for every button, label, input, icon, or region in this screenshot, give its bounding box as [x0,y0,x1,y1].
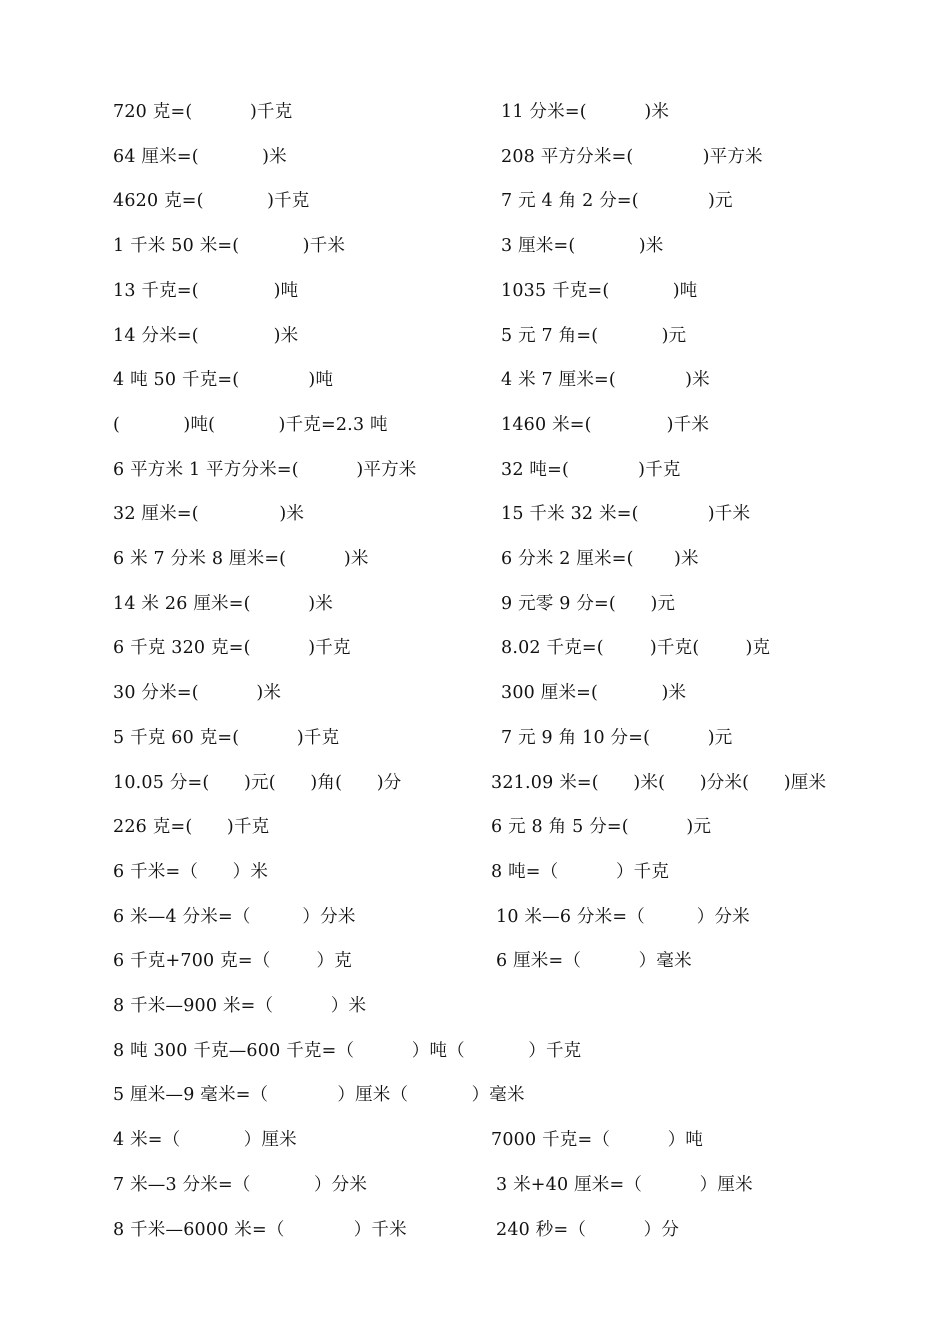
left-problem: 13 千克=( )吨 [113,281,299,301]
right-problem: 5 元 7 角=( )元 [501,326,687,346]
right-problem: 32 吨=( )千克 [501,460,681,480]
left-problem: 14 分米=( )米 [113,326,299,346]
right-problem: 8.02 千克=( )千克( )克 [501,638,771,658]
right-problem: 7000 千克=（ ）吨 [491,1130,704,1150]
right-problem: 6 分米 2 厘米=( )米 [501,549,699,569]
right-problem: 7 元 4 角 2 分=( )元 [501,191,733,211]
left-problem: 6 千克+700 克=（ ）克 [113,951,352,971]
right-problem: 10 米—6 分米=（ ）分米 [496,907,750,927]
right-problem: 9 元零 9 分=( )元 [501,594,676,614]
left-problem: 6 千米=（ ）米 [113,862,269,882]
left-problem: 8 千米—6000 米=（ ）千米 [113,1220,407,1240]
left-problem: 10.05 分=( )元( )角( )分 [113,773,402,793]
left-problem: 6 千克 320 克=( )千克 [113,638,351,658]
right-problem: 240 秒=（ ）分 [496,1220,680,1240]
right-problem: 6 元 8 角 5 分=( )元 [491,817,712,837]
left-problem: 64 厘米=( )米 [113,147,287,167]
left-problem: 720 克=( )千克 [113,102,293,122]
left-problem: 14 米 26 厘米=( )米 [113,594,333,614]
right-problem: 3 米+40 厘米=（ ）厘米 [496,1175,753,1195]
left-problem: 32 厘米=( )米 [113,504,305,524]
right-problem: 7 元 9 角 10 分=( )元 [501,728,733,748]
right-problem: 11 分米=( )米 [501,102,670,122]
left-problem: 30 分米=( )米 [113,683,282,703]
right-problem: 8 吨=（ ）千克 [491,862,670,882]
left-problem: 4 吨 50 千克=( )吨 [113,370,334,390]
left-problem: 4 米=（ ）厘米 [113,1130,297,1150]
left-problem: ( )吨( )千克=2.3 吨 [113,415,388,435]
left-problem: 6 米 7 分米 8 厘米=( )米 [113,549,369,569]
left-problem: 5 厘米—9 毫米=（ ）厘米（ ）毫米 [113,1085,525,1105]
right-problem: 4 米 7 厘米=( )米 [501,370,710,390]
left-problem: 6 平方米 1 平方分米=( )平方米 [113,460,417,480]
right-problem: 1460 米=( )千米 [501,415,710,435]
left-problem: 1 千米 50 米=( )千米 [113,236,346,256]
left-problem: 4620 克=( )千克 [113,191,310,211]
left-problem: 7 米—3 分米=（ ）分米 [113,1175,368,1195]
right-problem: 321.09 米=( )米( )分米( )厘米 [491,773,827,793]
left-problem: 6 米—4 分米=（ ）分米 [113,907,356,927]
right-problem: 1035 千克=( )吨 [501,281,698,301]
right-problem: 300 厘米=( )米 [501,683,687,703]
left-problem: 5 千克 60 克=( )千克 [113,728,340,748]
right-problem: 6 厘米=（ ）毫米 [496,951,692,971]
right-problem: 3 厘米=( )米 [501,236,664,256]
left-problem: 8 吨 300 千克—600 千克=（ ）吨（ ）千克 [113,1041,582,1061]
left-problem: 8 千米—900 米=（ ）米 [113,996,367,1016]
right-problem: 15 千米 32 米=( )千米 [501,504,751,524]
right-problem: 208 平方分米=( )平方米 [501,147,763,167]
left-problem: 226 克=( )千克 [113,817,270,837]
